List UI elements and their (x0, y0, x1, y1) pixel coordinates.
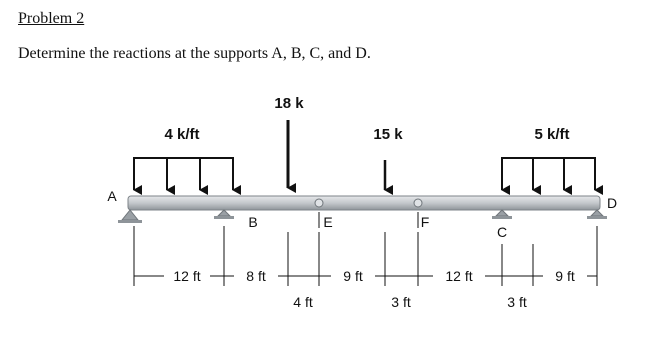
load-label-4kft: 4 k/ft (164, 126, 200, 143)
support-label-d: D (606, 195, 618, 211)
dimension-8ft: 8 ft (246, 268, 266, 284)
support-label-a: A (107, 188, 117, 204)
hinge-label-f: F (420, 214, 430, 230)
load-label-18k: 18 k (274, 95, 304, 112)
dimension-9ft-right: 9 ft (555, 268, 575, 284)
distributed-load-left (133, 158, 234, 190)
support-b-roller-icon (214, 210, 234, 219)
support-a-pin-icon (118, 210, 142, 223)
load-label-15k: 15 k (373, 126, 403, 143)
problem-statement: Determine the reactions at the supports A, B, C, and D. (18, 45, 371, 62)
dimension-3ft-right: 3 ft (507, 294, 527, 310)
hinge-label-e: E (323, 214, 333, 230)
dimension-3ft-middle: 3 ft (391, 294, 411, 310)
support-label-c: C (496, 224, 508, 240)
support-d-roller-icon (587, 210, 607, 219)
problem-title: Problem 2 (18, 10, 85, 27)
beam (128, 196, 600, 210)
support-label-b: B (248, 214, 258, 230)
load-label-5kft: 5 k/ft (534, 126, 570, 143)
dimension-12ft-left: 12 ft (173, 268, 201, 284)
dimension-12ft-right: 12 ft (445, 268, 473, 284)
distributed-load-right (501, 158, 596, 190)
support-c-roller-icon (492, 210, 512, 219)
hinge-f-icon (414, 199, 422, 207)
dimension-4ft: 4 ft (293, 294, 313, 310)
hinge-e-icon (315, 199, 323, 207)
dimension-9ft-left: 9 ft (343, 268, 363, 284)
